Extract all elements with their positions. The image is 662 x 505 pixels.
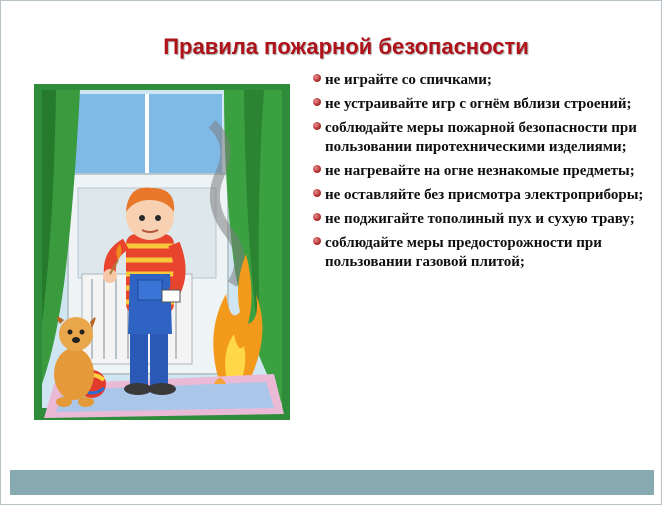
- bullet-icon: [313, 122, 321, 130]
- bullet-icon: [313, 165, 321, 173]
- rules-list: [313, 71, 657, 277]
- bullet-icon: [313, 213, 321, 221]
- bullet-icon: [313, 74, 321, 82]
- rule-item: не играйте со спичками;: [313, 71, 657, 90]
- slide-title: Правила пожарной безопасности: [163, 34, 529, 59]
- rule-item: соблюдайте меры предосторожности при пользовании газовой плитой;: [313, 234, 657, 272]
- bullet-icon: [313, 237, 321, 245]
- footer-bar: [10, 470, 654, 495]
- rule-item: не оставляйте без присмотра электроприборы;: [313, 186, 657, 205]
- bullet-icon: [313, 98, 321, 106]
- rule-item: не нагревайте на огне незнакомые предметы;: [313, 162, 657, 181]
- rule-item: не поджигайте тополиный пух и сухую траву;: [313, 210, 657, 229]
- bullet-icon: [313, 189, 321, 197]
- rule-item: соблюдайте меры пожарной безопасности при пользовании пиротехническими изделиями;: [313, 119, 657, 157]
- boy-with-matches-illustration: [34, 84, 290, 420]
- illustration-svg: [34, 84, 290, 420]
- rule-item: не устраивайте игр с огнём вблизи строений;: [313, 95, 657, 114]
